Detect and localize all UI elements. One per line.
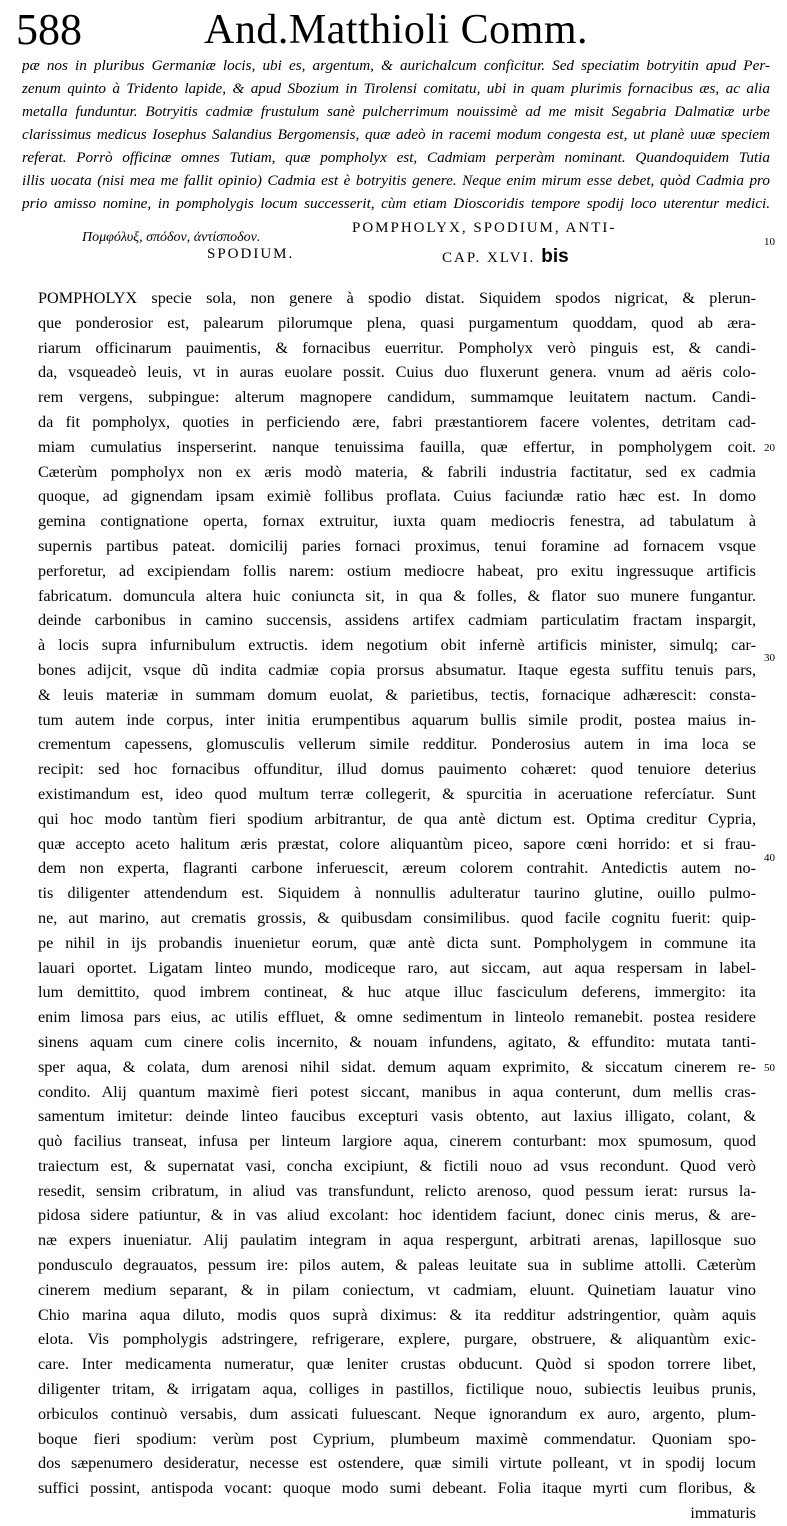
intro-line: referat. Porrò officinæ omnes Tutiam, quæ pompholyx est, Cadmiam perperàm nominant. Quandoquidem Tutia xyxy=(22,149,770,166)
body-line: orbiculos continuò versabis, dum assicati fuluescant. Neque ignorandum ex auro, argento, plum- xyxy=(38,1404,756,1423)
body-line: boque fieri spodium: verùm post Cyprium, plumbeum maximè commendatur. Quoniam spo- xyxy=(38,1429,756,1448)
page-header xyxy=(14,2,767,58)
body-line: care. Inter medicamenta numeratur, quæ leniter crustas obducunt. Quòd si spodon torrere libet, xyxy=(38,1355,756,1374)
body-line: pe nihil in ijs probandis inuenietur eorum, quæ antè dicta sunt. Pompholygem in commune ita xyxy=(38,933,756,952)
intro-line: zenum quinto à Tridento lapide, & apud Sbozium in Tirolensi comitatu, ubi in quam plurimis fornacibus æs, ac alia xyxy=(22,80,770,97)
intro-paragraph xyxy=(22,54,770,215)
bis-annotation: bis xyxy=(541,246,569,267)
body-line: sinens aquam cum cinere colis incernito, & nouam infundens, agitato, & effundito: mutata tanti- xyxy=(38,1032,756,1051)
body-line: tis diligenter attendendum est. Siquidem à nonnullis adulteratur taurino glutine, ouillo pulmo- xyxy=(38,884,756,903)
margin-line-number: 10 xyxy=(764,236,775,248)
running-title: And.Matthioli Comm. xyxy=(204,7,589,53)
body-line: dem non experta, flagranti carbone inferuescit, æreum colorem contrahit. Antedictis autem no- xyxy=(38,859,756,878)
body-line: miam cumulatius insperserint. nanque tenuissima fauilla, quæ effertur, in pompholygem coit. xyxy=(38,437,756,456)
intro-line: prio amisso nomine, in pompholygis locum successerit, cùm etiam Dioscoridis tempore spodij loco uterentur medici. xyxy=(22,195,770,212)
body-line: existimandum est, ideo quod multum terræ collegerit, & spurcitia in aceruatione refercíatur. Sunt xyxy=(38,784,756,803)
chapter-cap: CAP. XLVI. xyxy=(442,250,536,266)
body-line: que ponderosior est, palearum pilorumque plena, quasi purgamentum quoddam, quod ab æra- xyxy=(38,313,756,332)
body-line: sper aqua, & colata, dum arenosi nihil sidat. demum aquam exprimito, & siccatum cinerem re- xyxy=(38,1057,756,1076)
body-line: enim limosa pars eius, ac utilis effluet, & omne sedimentum in linteolo remanebit. postea residere xyxy=(38,1008,756,1027)
intro-line: pæ nos in pluribus Germaniæ locis, ubi es, argentum, & aurichalcum conficitur. Sed speciatim botryitin apud Per- xyxy=(22,57,770,74)
body-line: ne, aut marino, aut crematis grossis, & quibusdam consimilibus. quod facile cognitu fuerit: quip- xyxy=(38,908,756,927)
margin-line-number: 50 xyxy=(764,1062,775,1074)
body-line: qui hoc modo tantùm fieri spodium arbitrantur, de qua antè dictum est. Optima creditur Cypria, xyxy=(38,809,756,828)
body-line: quoque, ad gignendam ipsam eximiè follibus proflata. Cuius faciundæ ratio hæc est. In domo xyxy=(38,487,756,506)
body-line: immaturis xyxy=(690,1504,756,1523)
body-line: perforetur, ad excipiendam follis narem: ostium mediocre habeat, pro exitu ingressuque artificis xyxy=(38,561,756,580)
body-line: pidosa sidere patiuntur, & in vas aliud excolant: hoc identidem faciunt, donec cinis merus, & are- xyxy=(38,1206,756,1225)
body-line: quò facilius transeat, infusa per linteum largiore aqua, cinerem conturbant: mox spumosum, quod xyxy=(38,1132,756,1151)
body-line: resedit, sensim cribratum, in aliud vas transfundunt, relicto arenoso, quod pessum ierat: rursus la- xyxy=(38,1181,756,1200)
body-line: næ expers inueniatur. Alij paulatim integram in aqua respergunt, arbitrati arenas, lapillosque suo xyxy=(38,1231,756,1250)
body-line: dos sæpenumero desideratur, necesse est ostendere, quæ simili virtute polleant, vt in spodij locum xyxy=(38,1454,756,1473)
body-line: bones adijcit, vsque dũ indita cadmiæ copia prorsus absumatur. Itaque egesta suffitu tenuis pars, xyxy=(38,660,756,679)
body-line: POMPHOLYX specie sola, non genere à spodio distat. Siquidem spodos nigricat, & plerun- xyxy=(38,289,756,307)
chapter-title-line-1: POMPHOLYX, SPODIUM, ANTI- xyxy=(352,220,617,236)
body-line: rem vergens, subpingue: alterum magnopere candidum, summamque leuitatem nactum. Candi- xyxy=(38,388,756,407)
body-line: lum demittito, quod imbrem contineat, & huc atque illuc fasciculum deferens, immergito: ita xyxy=(38,983,756,1002)
body-line: condito. Alij quantum maximè fieri potest siccant, manibus in aqua conterunt, dum mellis cras- xyxy=(38,1082,756,1101)
body-line: tum autem inde corpus, inter initia erumpentibus aquarum bullis simile prodit, postea maius in- xyxy=(38,710,756,729)
greek-title: Πομφόλυξ, σπόδον, ἀντίσποδον. xyxy=(82,230,261,245)
body-line: à locis supra infurnibulum extructis. idem negotium obit infernè artificis minister, simulq; car- xyxy=(38,636,756,655)
body-line: samentum imitetur: deinde linteo faucibus excepturi vasis obtento, aut laxius illigato, colant, & xyxy=(38,1107,756,1126)
body-line: crementum capessens, glomusculis vellerum simile redditur. Ponderosius autem in ima loca se xyxy=(38,735,756,754)
body-line: elota. Vis pompholygis adstringere, refrigerare, explere, purgare, obstruere, & aliquantùm exic- xyxy=(38,1330,756,1349)
body-line: Cæterùm pompholyx non ex æris modò materia, & fabrili industria factitatur, sed ex cadmia xyxy=(38,462,756,481)
body-line: & leuis materiæ in summam domum euolat, & parietibus, tectis, fornacique adhærescit: consta- xyxy=(38,685,756,704)
body-line: riarum officinarum pauimentis, & fornacibus euerritur. Pompholyx verò pinguis est, & candi- xyxy=(38,338,756,357)
margin-line-number: 20 xyxy=(764,442,775,454)
body-line: quæ accepto aceto halitum æris præstat, colore aliquantùm piceo, sapore cœni horrido: et si frau- xyxy=(38,834,756,853)
body-line: lauari oportet. Ligatam linteo mundo, modiceque raro, aut siccam, aut aqua respersam in label- xyxy=(38,958,756,977)
body-line: pondusculo degrauatos, pessum ire: pilos autem, & paleas leuitate sua in sublime attolli. Cæterùm xyxy=(38,1256,756,1275)
body-line: supernis partibus pateat. domicilij paries fornaci proximus, tenui foramine ad fornacem vsque xyxy=(38,536,756,555)
body-line: deinde carbonibus in camino succensis, assidens artifex cadmiam particulatim fractam inspargit, xyxy=(38,611,756,630)
body-line: diligenter tritam, & irrigatam aqua, colliges in pastillos, fictilique nouo, subiectis leuibus prunis, xyxy=(38,1380,756,1399)
page-number: 588 xyxy=(16,5,82,54)
body-line: Chio marina aqua diluto, modis quos suprà diximus: & ita redditur adstringentior, quàm aquis xyxy=(38,1305,756,1324)
body-line: da fit pompholyx, quoties in perficiendo ære, fabri præstantiorem facere volentes, detritam cad- xyxy=(38,412,756,431)
chapter-number xyxy=(442,246,569,268)
body-line: traiectum est, & supernatat vasi, concha excipiunt, & fictili nouo ad vsus recondunt. Quod verò xyxy=(38,1156,756,1175)
body-line: suffici possint, antispoda vocant: quoque modo sumi debeant. Folia itaque myrti cum floribus, & xyxy=(38,1479,756,1498)
body-line: cinerem medium separant, & in pilam coniectum, vt cadmiam, eluunt. Quinetiam lauatur vino xyxy=(38,1280,756,1299)
margin-line-number: 40 xyxy=(764,852,775,864)
body-text xyxy=(38,286,756,1526)
chapter-heading xyxy=(22,218,782,268)
body-line: fabricatum. domuncula altera huic coniuncta sit, in qua & folles, & flator suo munere fungantur. xyxy=(38,586,756,605)
chapter-title-line-2: SPODIUM. xyxy=(207,246,295,262)
intro-line: metalla funduntur. Botryitis cadmiæ frustulum sanè pulcherrimum nouissimè ad me misit Segabria Dalmatiæ urbe xyxy=(22,103,770,120)
body-line: recipit: sed hoc fornacibus offunditur, illud domus pauimento cohæret: quod tenuiore deterius xyxy=(38,760,756,779)
intro-line: illis uocata (nisi mea me fallit opinio) Cadmia est è botryitis genere. Neque enim mirum esse debet, quòd Cadmia pro xyxy=(22,172,770,189)
body-line: da, vsqueadeò leuis, vt in auras euolare possit. Cuius duo fluxerunt genera. vnum ad aëris colo- xyxy=(38,363,756,382)
body-line: gemina contignatione operta, fornax extruitur, iuxta quam mediocris fenestra, ad tabulatum à xyxy=(38,512,756,531)
intro-line: clarissimus medicus Iosephus Salandius Bergomensis, quæ adeò in racemi modum congesta est, ut planè uuæ speciem xyxy=(22,126,770,143)
margin-line-number: 30 xyxy=(764,652,775,664)
